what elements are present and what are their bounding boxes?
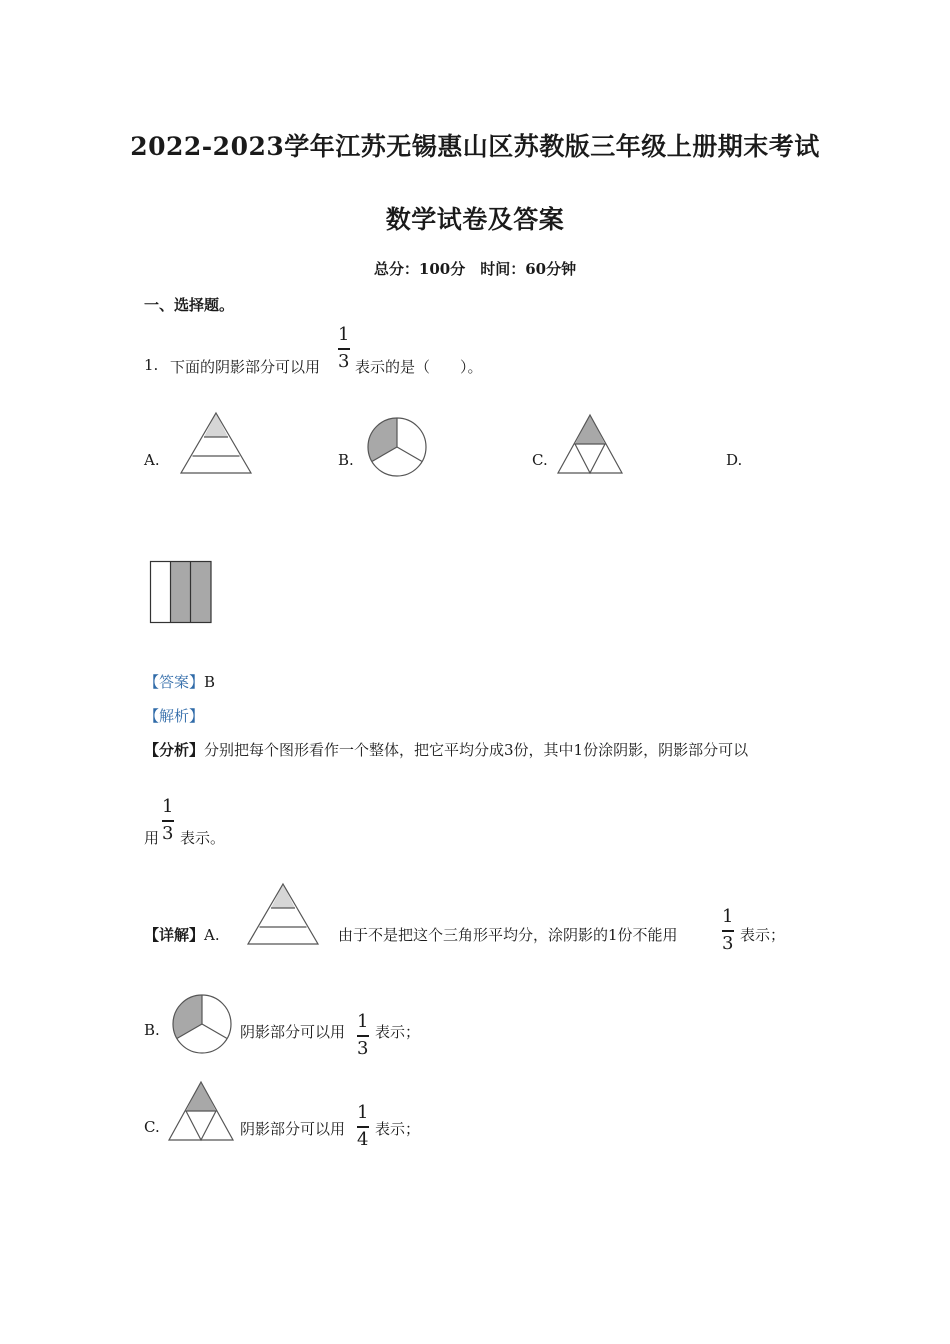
detail-c-fraction (355, 1104, 370, 1149)
fenxi-fraction (160, 798, 175, 843)
fraction-numerator: 1 (357, 1011, 369, 1032)
option-d-label: D. (726, 451, 743, 469)
fraction-bar (722, 930, 734, 932)
answer-line (144, 671, 215, 692)
fraction-denominator: 3 (357, 1037, 369, 1059)
detail-c-triangle-figure (168, 1081, 234, 1141)
fraction-bar (162, 820, 174, 822)
option-a-label: A. (144, 451, 160, 469)
question-stem-before: 下面的阴影部分可以用 (170, 358, 321, 376)
fenxi-line (144, 739, 748, 760)
fraction-numerator: 1 (162, 796, 174, 817)
detail-a-label (144, 924, 220, 945)
fraction-numerator: 1 (357, 1102, 369, 1123)
question-fraction (336, 326, 351, 371)
detail-a-letter: A. (204, 926, 220, 944)
detail-b-suffix: 表示； (375, 1023, 421, 1041)
answer-tag: 【答案】 (144, 673, 205, 691)
option-c-label: C. (532, 451, 548, 469)
answer-value: B (204, 673, 216, 691)
document-title-line1: 2022-2023学年江苏无锡惠山区苏教版三年级上册期末考试 (130, 132, 820, 161)
fraction-bar (357, 1035, 369, 1037)
detail-b-label: B. (144, 1021, 160, 1039)
option-a-triangle-figure (180, 412, 252, 474)
detail-tag: 【详解】 (144, 926, 205, 944)
detail-c-suffix: 表示； (375, 1120, 421, 1138)
fraction-denominator: 4 (357, 1128, 369, 1150)
fraction-denominator: 3 (162, 822, 174, 844)
fraction-denominator: 3 (722, 932, 734, 954)
detail-a-text: 由于不是把这个三角形平均分，涂阴影的1份不能用 (338, 926, 678, 944)
fraction-bar (338, 348, 350, 350)
question-number: 1. (144, 356, 159, 374)
fenxi-tag: 【分析】 (144, 741, 205, 759)
fraction-bar (357, 1126, 369, 1128)
detail-a-suffix: 表示； (740, 926, 786, 944)
option-b-label: B. (338, 451, 354, 469)
detail-b-circle-figure (171, 993, 233, 1055)
detail-b-text: 阴影部分可以用 (240, 1023, 346, 1041)
question-stem-after: 表示的是（ ）。 (355, 358, 483, 376)
fenxi-line2-suffix: 表示。 (180, 829, 226, 847)
document-title-line2: 数学试卷及答案 (385, 205, 565, 234)
detail-b-fraction (355, 1013, 370, 1058)
analysis-tag: 【解析】 (144, 707, 205, 725)
fraction-denominator: 3 (338, 350, 350, 372)
section-heading: 一、选择题。 (144, 296, 235, 314)
fraction-numerator: 1 (338, 324, 350, 345)
option-c-triangle-figure (557, 414, 623, 474)
detail-a-triangle-figure (247, 883, 319, 945)
option-d-rectangle-figure (150, 561, 212, 623)
detail-a-fraction (720, 908, 735, 953)
detail-c-text: 阴影部分可以用 (240, 1120, 346, 1138)
fenxi-text: 分别把每个图形看作一个整体，把它平均分成3份，其中1份涂阴影，阴影部分可以 (204, 741, 749, 759)
fenxi-line2-prefix: 用 (144, 829, 160, 847)
fraction-numerator: 1 (722, 906, 734, 927)
option-b-circle-figure (366, 416, 428, 478)
detail-c-label: C. (144, 1118, 160, 1136)
score-time-info: 总分：100分 时间：60分钟 (373, 260, 577, 278)
